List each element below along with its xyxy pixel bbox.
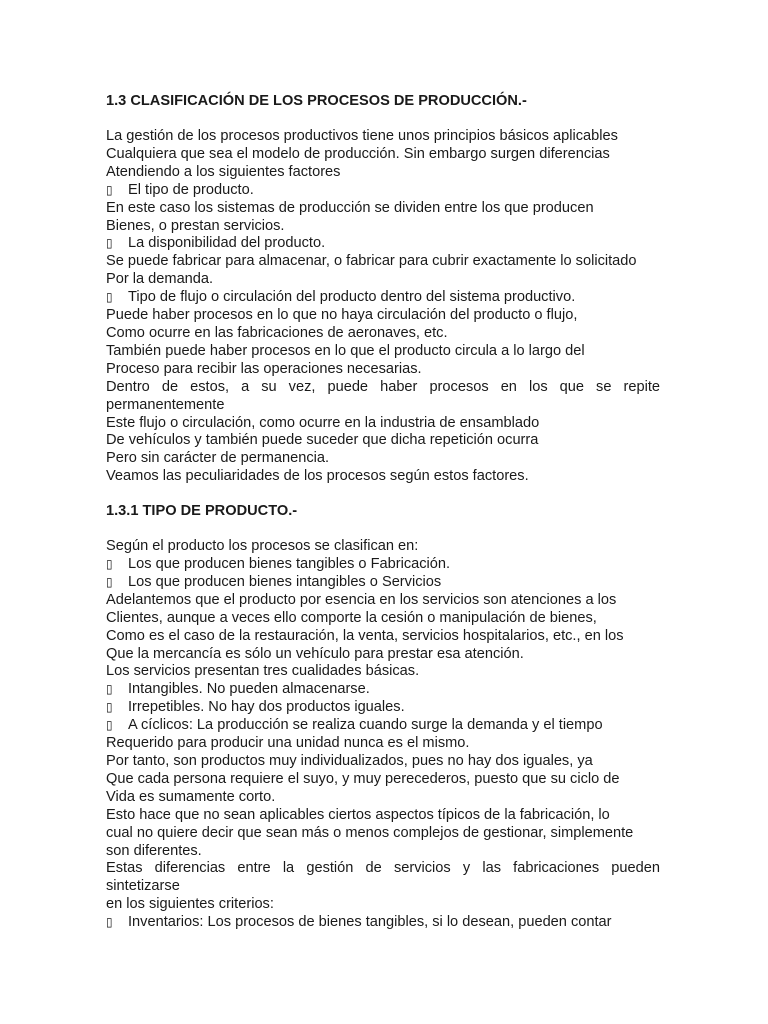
bullet-icon: ▯ [106, 682, 113, 697]
bullet-icon: ▯ [106, 915, 113, 930]
spacer [106, 486, 660, 502]
bullet-text: Los que producen bienes tangibles o Fabricación. [128, 556, 451, 573]
section-heading-clasificacion: 1.3 CLASIFICACIÓN DE LOS PROCESOS DE PRODUCCIÓN.- [106, 93, 527, 109]
text-line: Como ocurre en las fabricaciones de aeronaves, etc. [106, 324, 448, 341]
bullet-icon: ▯ [106, 236, 113, 251]
bullet-text: El tipo de producto. [128, 181, 254, 198]
text-line: La gestión de los procesos productivos tiene unos principios básicos aplicables [106, 128, 618, 144]
text-line: Requerido para producir una unidad nunca es el mismo. [106, 735, 470, 752]
text-line: Dentro de estos, a su vez, puede haber procesos en los que se repite [106, 378, 660, 395]
text-line: Estas diferencias entre la gestión de servicios y las fabricaciones pueden [106, 860, 660, 877]
bullet-text: A cíclicos: La producción se realiza cuando surge la demanda y el tiempo [128, 717, 603, 734]
bullet-text: Tipo de flujo o circulación del producto dentro del sistema productivo. [128, 289, 576, 306]
bullet-item [106, 681, 660, 699]
bullet-icon: ▯ [106, 718, 113, 733]
document-body [106, 92, 660, 932]
bullet-icon: ▯ [106, 557, 113, 572]
section-body-tipo-producto [106, 538, 660, 932]
text-line: Según el producto los procesos se clasifican en: [106, 538, 419, 555]
text-line: Puede haber procesos en lo que no haya circulación del producto o flujo, [106, 307, 578, 324]
text-line: Esto hace que no sean aplicables ciertos aspectos típicos de la fabricación, lo [106, 806, 610, 823]
text-line: Como es el caso de la restauración, la venta, servicios hospitalarios, etc., en los [106, 627, 624, 644]
bullet-text: Inventarios: Los procesos de bienes tangibles, si lo desean, pueden contar [128, 914, 612, 931]
text-line: Atendiendo a los siguientes factores [106, 163, 341, 180]
bullet-text: Irrepetibles. No hay dos productos iguales. [128, 699, 405, 716]
section-heading-tipo-producto: 1.3.1 TIPO DE PRODUCTO.- [106, 503, 298, 520]
text-line: Bienes, o prestan servicios. [106, 217, 285, 234]
bullet-icon: ▯ [106, 574, 113, 589]
bullet-icon: ▯ [106, 700, 113, 715]
text-line: Por tanto, son productos muy individualizados, pues no hay dos iguales, ya [106, 753, 593, 769]
text-line: Este flujo o circulación, como ocurre en la industria de ensamblado [106, 414, 540, 431]
spacer [106, 520, 660, 538]
text-line: sintetizarse [106, 878, 180, 895]
text-line: Los servicios presentan tres cualidades básicas. [106, 663, 420, 680]
text-line: Pero sin carácter de permanencia. [106, 450, 330, 467]
text-line: Se puede fabricar para almacenar, o fabricar para cubrir exactamente lo solicitado [106, 253, 637, 270]
bullet-item [106, 914, 660, 932]
text-line: son diferentes. [106, 842, 202, 859]
section-body-clasificacion [106, 128, 660, 486]
bullet-item [106, 235, 660, 253]
text-line: Proceso para recibir las operaciones necesarias. [106, 360, 422, 377]
bullet-item [106, 289, 660, 307]
bullet-item [106, 182, 660, 200]
text-line: Cualquiera que sea el modelo de producción. Sin embargo surgen diferencias [106, 145, 610, 162]
text-line: Que cada persona requiere el suyo, y muy perecederos, puesto que su ciclo de [106, 770, 620, 787]
text-line: Por la demanda. [106, 271, 214, 288]
bullet-icon: ▯ [106, 290, 113, 305]
text-line: En este caso los sistemas de producción se dividen entre los que producen [106, 199, 594, 216]
text-line: cual no quiere decir que sean más o menos complejos de gestionar, simplemente [106, 824, 634, 841]
text-line: Que la mercancía es sólo un vehículo para prestar esa atención. [106, 645, 524, 662]
bullet-item [106, 556, 660, 574]
bullet-item [106, 574, 660, 592]
text-line: Vida es sumamente corto. [106, 788, 276, 805]
spacer [106, 110, 660, 128]
bullet-text: Los que producen bienes intangibles o Servicios [128, 573, 442, 590]
text-line: Clientes, aunque a veces ello comporte la cesión o manipulación de bienes, [106, 609, 597, 626]
bullet-item [106, 699, 660, 717]
text-line: De vehículos y también puede suceder que dicha repetición ocurra [106, 432, 539, 449]
bullet-icon: ▯ [106, 182, 113, 197]
text-line: También puede haber procesos en lo que el producto circula a lo largo del [106, 342, 585, 359]
text-line: Adelantemos que el producto por esencia en los servicios son atenciones a los [106, 591, 617, 608]
bullet-text: Intangibles. No pueden almacenarse. [128, 681, 370, 698]
text-line: permanentemente [106, 396, 225, 413]
text-line: Veamos las peculiaridades de los procesos según estos factores. [106, 468, 529, 485]
text-line: en los siguientes criterios: [106, 896, 274, 913]
bullet-item [106, 717, 660, 735]
bullet-text: La disponibilidad del producto. [128, 235, 326, 252]
